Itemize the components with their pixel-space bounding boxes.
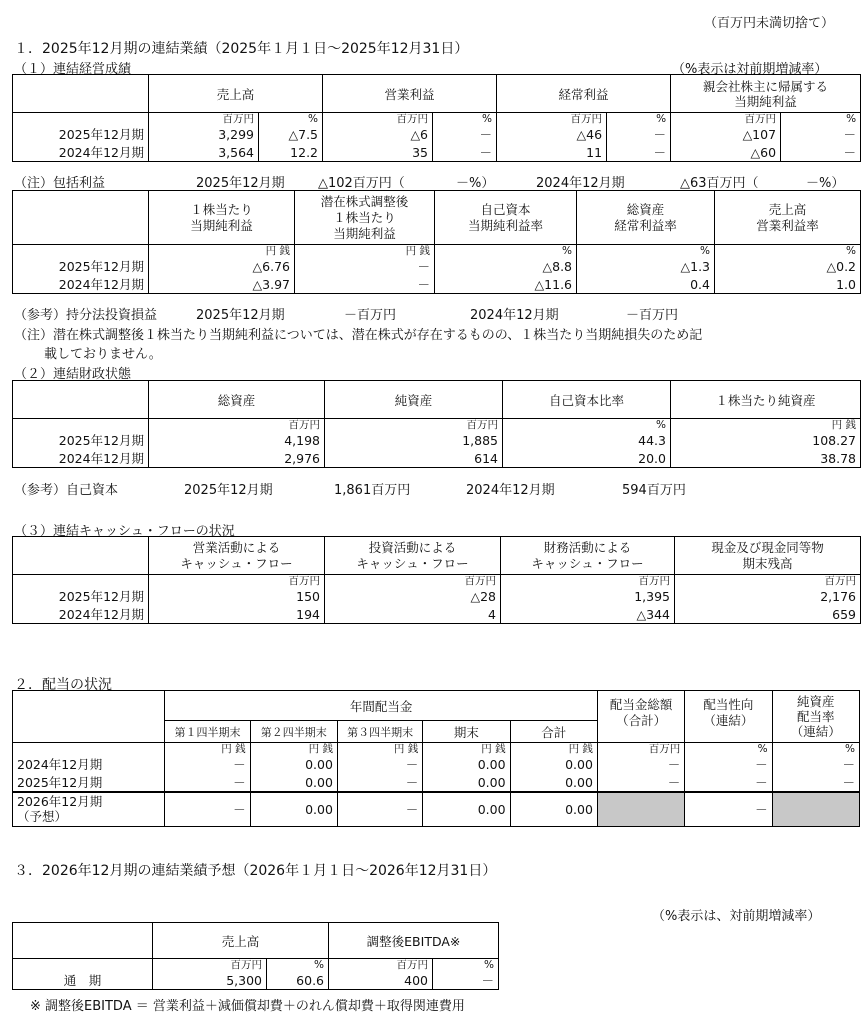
equity-method-year1: 2025年12月期 <box>196 308 285 323</box>
unit-cell: 百万円 <box>497 113 607 126</box>
comprehensive-income-year1: 2025年12月期 <box>196 176 285 191</box>
unit-cell: 円 銭 <box>671 419 861 432</box>
diluted-eps-note-line1: （注）潜在株式調整後１株当たり当期純利益については、潜在株式が存在するものの、１株当たり当期純損失のため記 <box>14 328 703 343</box>
unit-cell: 円 銭 <box>165 743 250 756</box>
header-roa: 総資産 経常利益率 <box>577 191 715 245</box>
cash-flow-table <box>12 536 861 624</box>
table-cell: － <box>685 755 772 773</box>
shaded-cell <box>772 792 859 826</box>
unit-cell: % <box>267 959 329 972</box>
equity-year1: 2025年12月期 <box>184 483 273 498</box>
table-cell: － <box>295 275 435 294</box>
unit-cell: 百万円 <box>323 113 433 126</box>
header-financing-cf: 財務活動による キャッシュ・フロー <box>501 537 675 575</box>
table-cell: － <box>165 755 250 773</box>
header-forecast-sales: 売上高 <box>153 923 329 959</box>
row-label: 2024年12月期 <box>13 605 149 624</box>
comprehensive-income-value2: △63百万円（ <box>680 176 759 191</box>
header-total-dividends: 配当金総額 （合計） <box>597 691 684 743</box>
table-cell: 2,976 <box>149 449 325 468</box>
table-cell: 194 <box>149 605 325 624</box>
table-cell: 44.3 <box>503 431 671 449</box>
table-cell: 35 <box>323 143 433 162</box>
table-cell: 0.00 <box>510 792 597 826</box>
header-payout-ratio: 配当性向 （連結） <box>685 691 772 743</box>
per-share-table <box>12 190 861 294</box>
table-cell: 20.0 <box>503 449 671 468</box>
unit-cell: % <box>435 245 577 258</box>
unit-cell: % <box>433 113 497 126</box>
unit-cell: 百万円 <box>597 743 684 756</box>
forecast-table <box>12 922 499 990</box>
unit-label-blank <box>13 419 149 432</box>
table-cell: △344 <box>501 605 675 624</box>
table-cell: － <box>772 773 859 792</box>
header-blank <box>13 381 149 419</box>
row-label: 2024年12月期 <box>13 275 149 294</box>
table-cell: 1.0 <box>715 275 861 294</box>
unit-cell: % <box>715 245 861 258</box>
table-cell: 3,299 <box>149 125 259 143</box>
table-cell: － <box>685 792 772 826</box>
operating-results-table <box>12 74 861 162</box>
table-cell: 0.00 <box>250 792 337 826</box>
comprehensive-income-label: （注）包括利益 <box>14 176 106 191</box>
section3-title: ３．2026年12月期の連結業績予想（2026年１月１日～2026年12月31日） <box>14 863 497 879</box>
unit-cell: 円 銭 <box>337 743 422 756</box>
equity-method-label: （参考）持分法投資損益 <box>14 308 158 323</box>
unit-label-blank <box>13 743 165 756</box>
unit-cell: 百万円 <box>149 419 325 432</box>
section1-title: １．2025年12月期の連結業績（2025年１月１日～2025年12月31日） <box>14 41 469 57</box>
table-cell: － <box>433 125 497 143</box>
header-year-end: 期末 <box>423 721 510 743</box>
table-cell: △28 <box>325 587 501 605</box>
header-operating-profit: 営業利益 <box>323 75 497 113</box>
unit-label-blank <box>13 113 149 126</box>
comprehensive-income-pct2: －%） <box>806 176 845 191</box>
table-cell: － <box>607 143 671 162</box>
dividends-table <box>12 690 860 827</box>
header-bps: １株当たり純資産 <box>671 381 861 419</box>
header-roe: 自己資本 当期純利益率 <box>435 191 577 245</box>
row-label: 2024年12月期 <box>13 143 149 162</box>
header-blank <box>13 691 165 743</box>
unit-cell: % <box>772 743 859 756</box>
table-cell: 4,198 <box>149 431 325 449</box>
row-label: 2025年12月期 <box>13 587 149 605</box>
table-cell: － <box>781 125 861 143</box>
table-cell: 0.00 <box>510 773 597 792</box>
table-cell: － <box>597 773 684 792</box>
table-cell: △60 <box>671 143 781 162</box>
table-cell: － <box>295 257 435 275</box>
header-diluted-eps: 潜在株式調整後 １株当たり 当期純利益 <box>295 191 435 245</box>
header-total: 合計 <box>510 721 597 743</box>
unit-cell: % <box>607 113 671 126</box>
section2-title: ２．配当の状況 <box>14 677 112 693</box>
header-sales: 売上高 <box>149 75 323 113</box>
header-doe: 純資産 配当率 （連結） <box>772 691 859 743</box>
row-label: 2025年12月期 <box>13 431 149 449</box>
unit-cell: 百万円 <box>153 959 267 972</box>
comprehensive-income-pct1: －%） <box>456 176 495 191</box>
table-cell: 1,885 <box>325 431 503 449</box>
table-cell: 38.78 <box>671 449 861 468</box>
table-cell: 2,176 <box>675 587 861 605</box>
unit-cell: 百万円 <box>671 113 781 126</box>
header-investing-cf: 投資活動による キャッシュ・フロー <box>325 537 501 575</box>
header-blank <box>13 75 149 113</box>
unit-cell: 百万円 <box>675 575 861 588</box>
table-cell: 614 <box>325 449 503 468</box>
row-label: 2024年12月期 <box>13 755 165 773</box>
header-total-assets: 総資産 <box>149 381 325 419</box>
table-cell: △1.3 <box>577 257 715 275</box>
unit-cell: 百万円 <box>501 575 675 588</box>
unit-cell: 円 銭 <box>423 743 510 756</box>
header-q1: 第１四半期末 <box>165 721 250 743</box>
row-label: 2025年12月期 <box>13 125 149 143</box>
unit-cell: 円 銭 <box>510 743 597 756</box>
subsection1-title: （１）連結経営成績 <box>14 62 132 77</box>
unit-label-blank <box>13 959 153 972</box>
table-cell: 5,300 <box>153 971 267 990</box>
table-cell: △7.5 <box>259 125 323 143</box>
header-equity-ratio: 自己資本比率 <box>503 381 671 419</box>
table-cell: 0.00 <box>423 755 510 773</box>
unit-cell: 百万円 <box>329 959 433 972</box>
table-cell: － <box>433 143 497 162</box>
table-cell: 150 <box>149 587 325 605</box>
pct-note: （%表示は対前期増減率） <box>672 62 828 77</box>
header-net-assets: 純資産 <box>325 381 503 419</box>
table-cell: △6 <box>323 125 433 143</box>
row-label: 2025年12月期 <box>13 257 149 275</box>
table-cell: 0.00 <box>250 755 337 773</box>
header-ordinary-profit: 経常利益 <box>497 75 671 113</box>
unit-cell: 円 銭 <box>250 743 337 756</box>
header-operating-margin: 売上高 営業利益率 <box>715 191 861 245</box>
table-cell: 0.4 <box>577 275 715 294</box>
header-q2: 第２四半期末 <box>250 721 337 743</box>
table-cell: － <box>337 792 422 826</box>
table-cell: 108.27 <box>671 431 861 449</box>
unit-label-blank <box>13 575 149 588</box>
equity-value1: 1,861百万円 <box>334 483 411 498</box>
subsection2-title: （２）連結財政状態 <box>14 367 132 382</box>
table-cell: 0.00 <box>510 755 597 773</box>
table-cell: － <box>685 773 772 792</box>
comprehensive-income-year2: 2024年12月期 <box>536 176 625 191</box>
unit-cell: % <box>685 743 772 756</box>
unit-cell: % <box>577 245 715 258</box>
table-cell: △46 <box>497 125 607 143</box>
table-cell: 11 <box>497 143 607 162</box>
equity-value2: 594百万円 <box>622 483 686 498</box>
ebitda-footnote: ※ 調整後EBITDA ＝ 営業利益＋減価償却費＋のれん償却費＋取得関連費用 <box>30 999 465 1014</box>
header-blank <box>13 191 149 245</box>
table-cell: － <box>597 755 684 773</box>
table-cell: － <box>781 143 861 162</box>
unit-cell: 百万円 <box>325 419 503 432</box>
financial-position-table <box>12 380 861 468</box>
header-q3: 第３四半期末 <box>337 721 422 743</box>
table-cell: △8.8 <box>435 257 577 275</box>
unit-cell: 円 銭 <box>149 245 295 258</box>
table-cell: 0.00 <box>250 773 337 792</box>
equity-label: （参考）自己資本 <box>14 483 119 498</box>
table-cell: △6.76 <box>149 257 295 275</box>
table-cell: － <box>433 971 499 990</box>
subsection3-title: （３）連結キャッシュ・フローの状況 <box>14 524 235 539</box>
forecast-pct-note: （%表示は、対前期増減率） <box>652 909 821 924</box>
table-cell: 4 <box>325 605 501 624</box>
header-adjusted-ebitda: 調整後EBITDA※ <box>329 923 499 959</box>
table-cell: △11.6 <box>435 275 577 294</box>
equity-method-year2: 2024年12月期 <box>470 308 559 323</box>
row-label: 通 期 <box>13 971 153 990</box>
shaded-cell <box>597 792 684 826</box>
comprehensive-income-value1: △102百万円（ <box>318 176 405 191</box>
row-label: 2026年12月期 （予想） <box>13 792 165 826</box>
table-cell: 0.00 <box>423 792 510 826</box>
unit-cell: 百万円 <box>149 113 259 126</box>
row-label: 2025年12月期 <box>13 773 165 792</box>
equity-method-value1: －百万円 <box>344 308 397 323</box>
unit-cell: 百万円 <box>149 575 325 588</box>
table-cell: － <box>337 773 422 792</box>
table-cell: 400 <box>329 971 433 990</box>
table-cell: △0.2 <box>715 257 861 275</box>
equity-method-value2: －百万円 <box>626 308 679 323</box>
table-cell: － <box>607 125 671 143</box>
unit-note: （百万円未満切捨て） <box>704 16 835 31</box>
unit-cell: % <box>503 419 671 432</box>
header-net-income: 親会社株主に帰属する 当期純利益 <box>671 75 861 113</box>
row-label: 2024年12月期 <box>13 449 149 468</box>
table-cell: － <box>337 755 422 773</box>
table-cell: 659 <box>675 605 861 624</box>
table-cell: 12.2 <box>259 143 323 162</box>
header-operating-cf: 営業活動による キャッシュ・フロー <box>149 537 325 575</box>
table-cell: 1,395 <box>501 587 675 605</box>
unit-cell: % <box>781 113 861 126</box>
equity-year2: 2024年12月期 <box>466 483 555 498</box>
table-cell: △3.97 <box>149 275 295 294</box>
table-cell: △107 <box>671 125 781 143</box>
unit-cell: 円 銭 <box>295 245 435 258</box>
diluted-eps-note-line2: 載しておりません。 <box>44 347 162 362</box>
header-blank <box>13 537 149 575</box>
header-blank <box>13 923 153 959</box>
unit-cell: % <box>433 959 499 972</box>
table-cell: 0.00 <box>423 773 510 792</box>
table-cell: － <box>772 755 859 773</box>
table-cell: 60.6 <box>267 971 329 990</box>
unit-cell: % <box>259 113 323 126</box>
table-cell: － <box>165 773 250 792</box>
table-cell: 3,564 <box>149 143 259 162</box>
unit-cell: 百万円 <box>325 575 501 588</box>
table-cell: － <box>165 792 250 826</box>
unit-label-blank <box>13 245 149 258</box>
header-cash-balance: 現金及び現金同等物 期末残高 <box>675 537 861 575</box>
header-eps: １株当たり 当期純利益 <box>149 191 295 245</box>
header-annual-dividends: 年間配当金 <box>165 691 598 721</box>
